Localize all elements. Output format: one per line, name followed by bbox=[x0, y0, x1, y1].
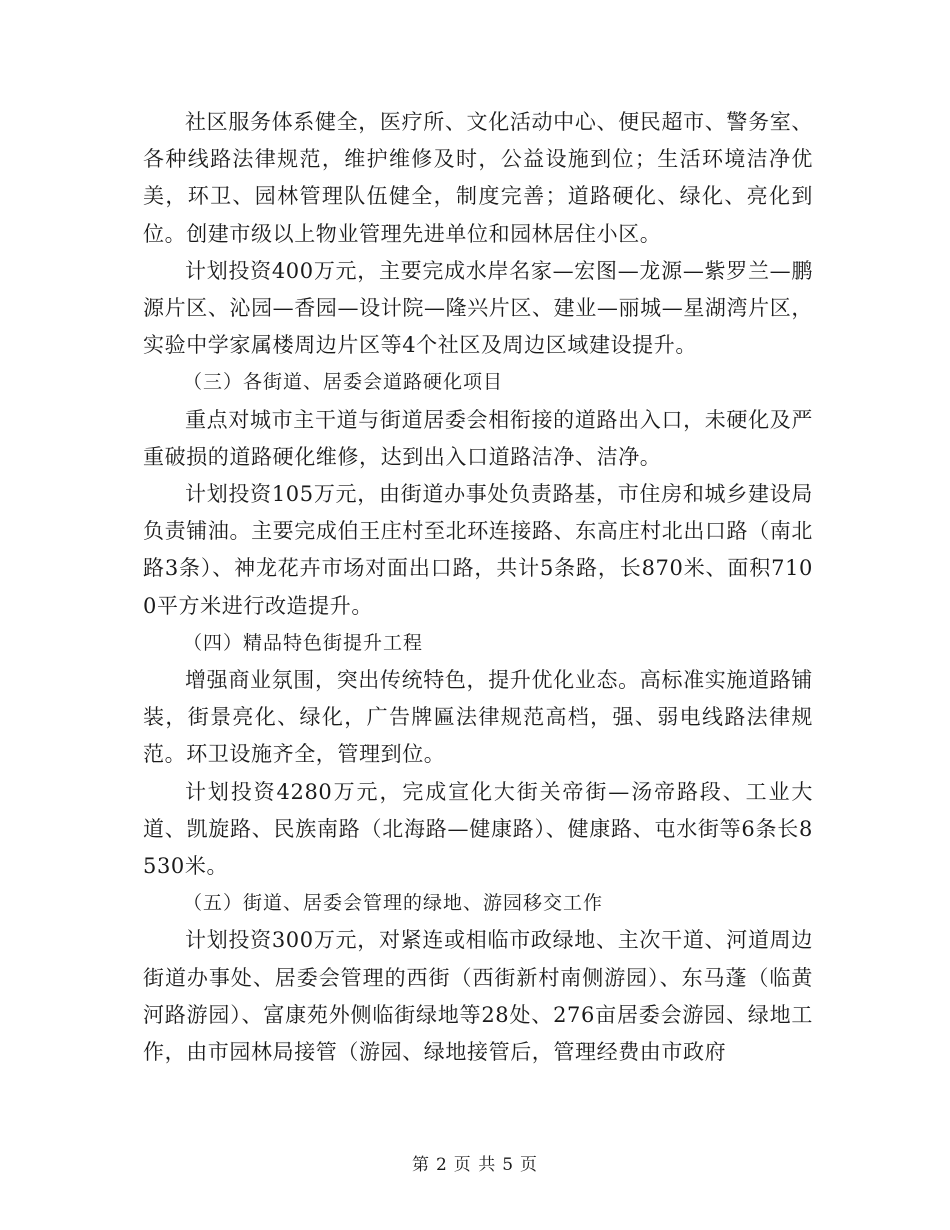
paragraph-investment-400: 计划投资400万元，主要完成水岸名家—宏图—龙源—紫罗兰—鹏源片区、沁园—香园—设计院—隆兴片区、建业—丽城—星湖湾片区，实验中学家属楼周边片区等4个社区及周边区域建设提升。 bbox=[143, 258, 813, 358]
footer-total-pages: 5 bbox=[502, 1155, 515, 1175]
paragraph-commercial-street: 增强商业氛围，突出传统特色，提升优化业态。高标准实施道路铺装，街景亮化、绿化，广告牌匾法律规范高档，强、弱电线路法律规范。环卫设施齐全，管理到位。 bbox=[143, 668, 813, 767]
section-heading-5: （五）街道、居委会管理的绿地、游园移交工作 bbox=[183, 892, 604, 915]
paragraph-investment-4280: 计划投资4280万元，完成宣化大街关帝街—汤帝路段、工业大道、凯旋路、民族南路（北海路—健康路）、健康路、屯水街等6条长8530米。 bbox=[143, 779, 813, 879]
footer-current-page: 2 bbox=[435, 1155, 448, 1175]
paragraph-road-hardening: 重点对城市主干道与街道居委会相衔接的道路出入口，未硬化及严重破损的道路硬化维修，达到出入口道路洁净、洁净。 bbox=[143, 407, 813, 469]
section-heading-4: （四）精品特色街提升工程 bbox=[183, 631, 424, 654]
footer-middle: 页 共 bbox=[453, 1155, 497, 1175]
page-footer bbox=[0, 1150, 950, 1175]
paragraph-community-services: 社区服务体系健全，医疗所、文化活动中心、便民超市、警务室、各种线路法律规范，维护维修及时，公益设施到位；生活环境洁净优美，环卫、园林管理队伍健全，制度完善；道路硬化、绿化、亮化到位。创建市级以上物业管理先进单位和园林居住小区。 bbox=[143, 110, 813, 246]
paragraph-investment-300: 计划投资300万元，对紧连或相临市政绿地、主次干道、河道周边街道办事处、居委会管理的西街（西街新村南侧游园）、东马蓬（临黄河路游园）、富康苑外侧临街绿地等28处、276亩居委会游园、绿地工作，由市园林局接管（游园、绿地接管后，管理经费由市政府 bbox=[143, 928, 813, 1065]
footer-prefix: 第 bbox=[411, 1155, 430, 1175]
document-body bbox=[143, 104, 813, 1071]
footer-suffix: 页 bbox=[520, 1155, 539, 1175]
section-heading-3: （三）各街道、居委会道路硬化项目 bbox=[183, 371, 504, 394]
paragraph-investment-105: 计划投资105万元，由街道办事处负责路基，市住房和城乡建设局负责铺油。主要完成伯王庄村至北环连接路、东高庄村北出口路（南北路3条）、神龙花卉市场对面出口路，共计5条路，长870米、面积7100平方米进行改造提升。 bbox=[143, 482, 813, 618]
